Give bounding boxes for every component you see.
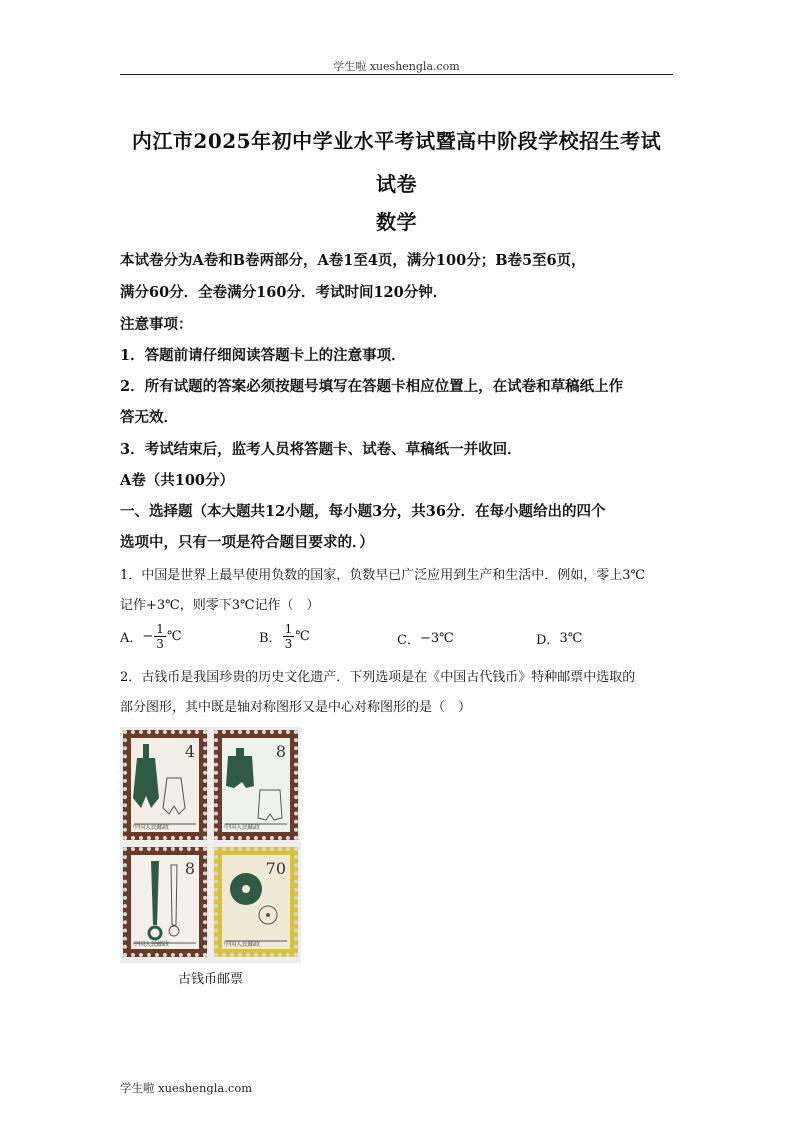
option-d-label: D． xyxy=(536,633,560,648)
stamp-spade-coin-4 xyxy=(123,730,207,840)
note-item-2-line2: 答无效． xyxy=(120,409,178,426)
option-a-numerator: 1 xyxy=(156,622,164,636)
stamp-knife-coin-8 xyxy=(123,847,207,957)
q1-option-a xyxy=(120,622,181,651)
note-item-1: 1．答题前请仔细阅读答题卡上的注意事项． xyxy=(120,347,406,364)
option-a-sign: − xyxy=(142,629,154,644)
stamp-1-country: 中国人民邮政 xyxy=(133,824,170,831)
exam-title-line2: 试卷 xyxy=(376,172,417,196)
stamp-round-coin-70 xyxy=(214,847,298,957)
option-c-value: −3℃ xyxy=(419,631,454,646)
option-b-fraction xyxy=(283,622,295,651)
stamp-spade-coin-8 xyxy=(214,730,298,840)
stamp-1-value: 4 xyxy=(184,742,195,761)
stamp-2-country: 中国人民邮政 xyxy=(224,824,261,831)
page-header: 学生啦 xueshengla.com xyxy=(333,60,460,73)
note-item-2-line1: 2．所有试题的答案必须按题号填写在答题卡相应位置上，在试卷和草稿纸上作 xyxy=(120,378,624,395)
section-a-heading: A卷（共100分） xyxy=(120,472,235,489)
intro-line2: 满分60分．全卷满分160分．考试时间120分钟． xyxy=(120,284,448,301)
image-caption: 古钱币邮票 xyxy=(177,972,243,987)
intro-line1: 本试卷分为A卷和B卷两部分，A卷1至4页，满分100分；B卷5至6页， xyxy=(120,252,586,269)
option-b-label: B． xyxy=(259,631,282,646)
q1-line2: 记作+3℃，则零下3℃记作（ ） xyxy=(120,598,320,613)
q1-line1: 1．中国是世界上最早使用负数的国家，负数早已广泛应用到生产和生活中．例如，零上3℃ xyxy=(120,568,646,583)
subject-title: 数学 xyxy=(376,210,417,234)
header-divider xyxy=(120,74,673,75)
option-a-fraction xyxy=(154,622,166,651)
q2-line2: 部分图形，其中既是轴对称图形又是中心对称图形的是（ ） xyxy=(120,700,472,715)
stamp-3-value: 8 xyxy=(184,859,195,878)
note-item-3: 3．考试结束后，监考人员将答题卡、试卷、草稿纸一并收回． xyxy=(120,441,522,458)
q1-option-b xyxy=(259,622,310,651)
stamp-4-value: 70 xyxy=(265,859,286,878)
part1-line1: 一、选择题（本大题共12小题，每小题3分，共36分．在每小题给出的四个 xyxy=(120,503,606,520)
option-a-denominator: 3 xyxy=(156,637,164,651)
page-footer: 学生啦 xueshengla.com xyxy=(120,1081,253,1095)
option-b-denominator: 3 xyxy=(284,637,293,651)
option-d-value: 3℃ xyxy=(559,631,583,646)
option-a-unit: ℃ xyxy=(166,629,182,644)
option-b-unit: ℃ xyxy=(295,629,310,644)
stamp-3-country: 中国人民邮政 xyxy=(133,941,170,948)
q2-line1: 2．古钱币是我国珍贵的历史文化遗产．下列选项是在《中国古代钱币》特种邮票中选取的 xyxy=(120,670,636,685)
exam-title-line1: 内江市2025年初中学业水平考试暨高中阶段学校招生考试 xyxy=(131,129,662,153)
part1-line2: 选项中，只有一项是符合题目要求的．） xyxy=(120,534,374,551)
option-a-label: A． xyxy=(120,631,143,646)
notes-heading: 注意事项： xyxy=(120,316,193,333)
q1-option-c xyxy=(397,629,454,648)
stamp-4-country: 中国人民邮政 xyxy=(224,941,261,948)
option-c-label: C． xyxy=(397,633,420,648)
q1-option-d xyxy=(536,629,582,648)
stamp-2-value: 8 xyxy=(275,742,286,761)
coin-stamps-image xyxy=(120,727,301,963)
option-b-numerator: 1 xyxy=(284,622,293,636)
